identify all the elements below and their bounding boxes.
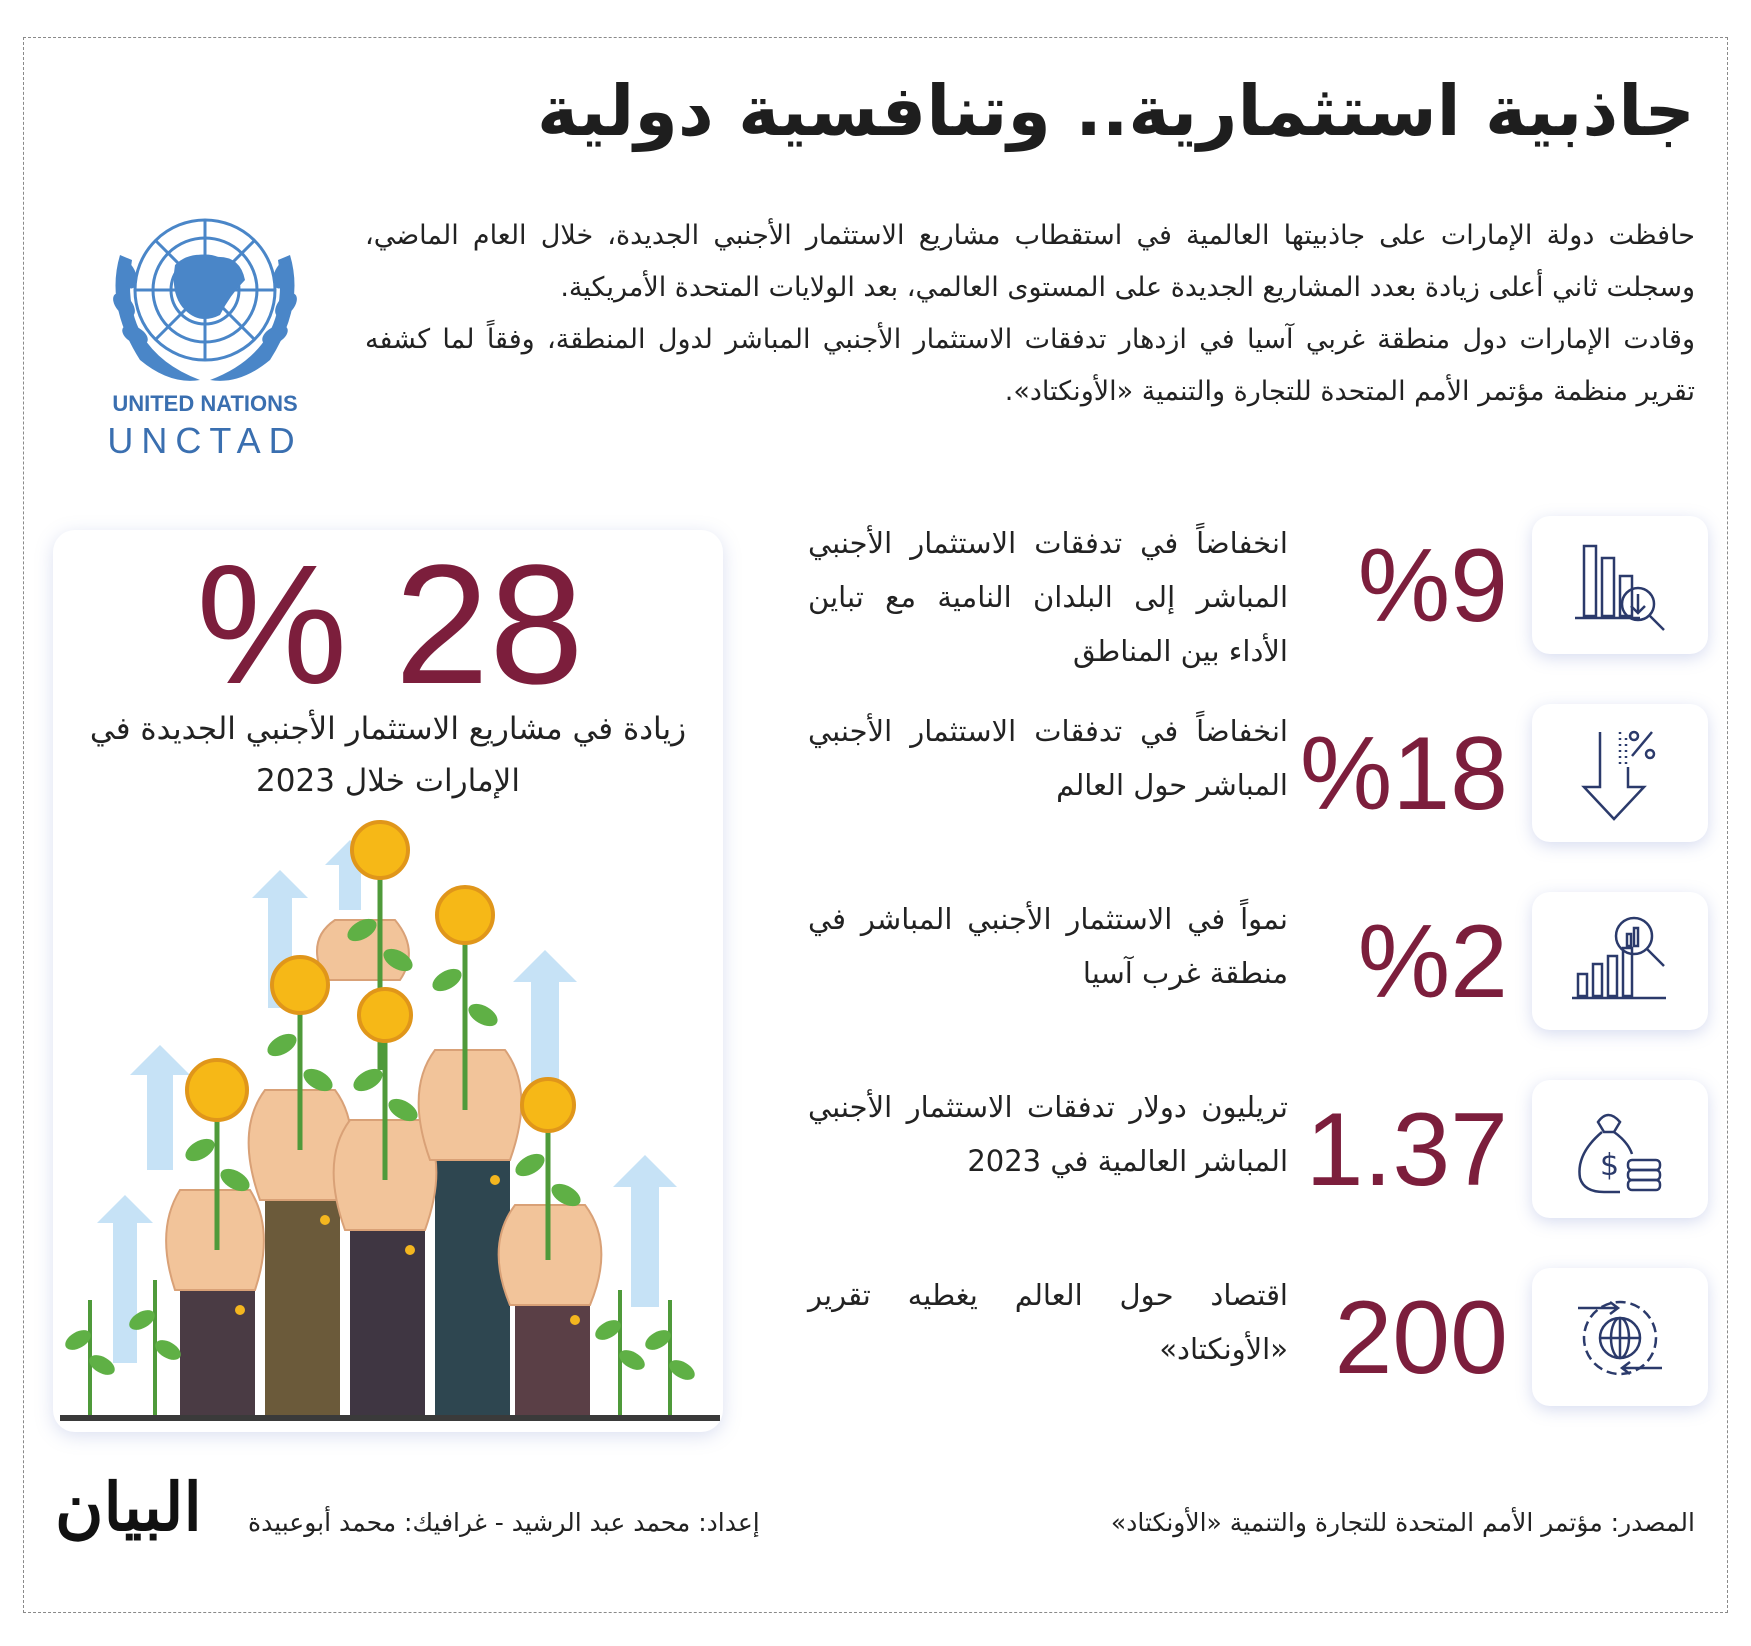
intro-paragraph-2: وقادت الإمارات دول منطقة غربي آسيا في ازدهار تدفقات الاستثمار الأجنبي المباشر لدول المنطقة، وفقاً لما كشفه تقرير منظمة مؤتمر الأمم المتحدة للتجارة والتنمية «الأونكتاد». (365, 324, 1695, 407)
stat-icon-box (1532, 516, 1708, 654)
stat-icon-box (1532, 1080, 1708, 1218)
bar-chart-download-icon (1570, 536, 1670, 636)
page-title: جاذبية استثمارية.. وتنافسية دولية (537, 70, 1695, 152)
stat-row (808, 1080, 1708, 1220)
arrow-down-percent-icon (1570, 724, 1670, 824)
stat-text: نمواً في الاستثمار الأجنبي المباشر في منطقة غرب آسيا (808, 902, 1288, 990)
stat-value: %9 (1357, 528, 1508, 644)
intro-text (365, 210, 1695, 418)
stat-text: انخفاضاً في تدفقات الاستثمار الأجنبي المباشر حول العالم (808, 714, 1288, 802)
stat-text: انخفاضاً في تدفقات الاستثمار الأجنبي المباشر إلى البلدان النامية مع تباين الأداء بين المناطق (808, 526, 1288, 668)
credit-text: إعداد: محمد عبد الرشيد - غرافيك: محمد أبوعبيدة (248, 1508, 760, 1537)
stat-row (808, 704, 1708, 844)
stat-icon-box (1532, 1268, 1708, 1406)
money-bag-coins-icon (1570, 1100, 1670, 1200)
stat-text: تريليون دولار تدفقات الاستثمار الأجنبي المباشر العالمية في 2023 (808, 1090, 1288, 1178)
highlight-value: % 28 (196, 530, 584, 720)
stat-icon-box (1532, 892, 1708, 1030)
source-text: المصدر: مؤتمر الأمم المتحدة للتجارة والتنمية «الأونكتاد» (1110, 1508, 1695, 1537)
svg-text:$: $ (1600, 1148, 1620, 1183)
stat-value: %18 (1299, 716, 1508, 832)
stat-value: %2 (1357, 904, 1508, 1020)
intro-paragraph-1: حافظت دولة الإمارات على جاذبيتها العالمية في استقطاب مشاريع الاستثمار الأجنبي الجديدة، خلال العام الماضي، وسجلت ثاني أعلى زيادة بعدد المشاريع الجديدة على المستوى العالمي، بعد الولايات المتحدة الأمريكية. (365, 220, 1695, 303)
stat-row (808, 516, 1708, 668)
stat-row (808, 892, 1708, 1032)
bar-chart-magnifier-icon (1570, 912, 1670, 1012)
highlight-description: زيادة في مشاريع الاستثمار الأجنبي الجديدة في الإمارات خلال 2023 (89, 711, 687, 799)
stat-value: 1.37 (1305, 1092, 1508, 1208)
globe-gear-icon (1570, 1288, 1670, 1388)
stat-text: اقتصاد حول العالم يغطيه تقرير «الأونكتاد» (808, 1278, 1288, 1366)
albayan-logo: البيان (55, 1468, 202, 1546)
stat-value: 200 (1334, 1280, 1508, 1396)
un-logo-line2: UNCTAD (107, 420, 303, 461)
stat-icon-box (1532, 704, 1708, 842)
un-logo-line1: UNITED NATIONS (112, 391, 298, 416)
hands-coins-plants-illustration (60, 820, 720, 1432)
stat-row (808, 1268, 1708, 1408)
